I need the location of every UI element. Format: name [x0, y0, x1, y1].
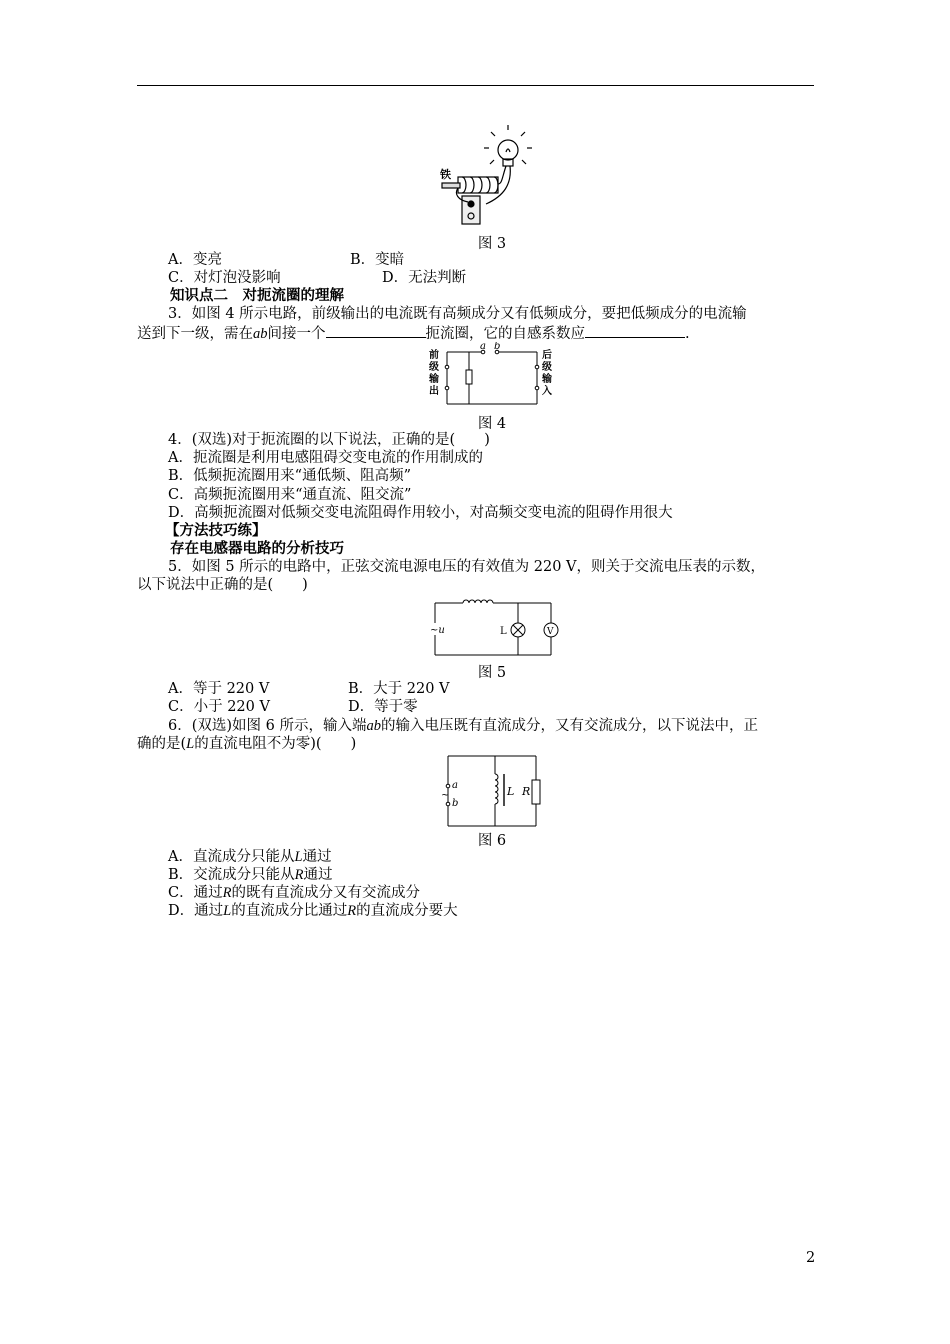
q2-option-a: A．变亮: [168, 252, 222, 268]
q3-blank-2[interactable]: [585, 323, 685, 338]
q6-option-c: C．通过R的既有直流成分又有交流成分: [168, 885, 420, 901]
q5-line-1: 5．如图 5 所示的电路中，正弦交流电源电压的有效值为 220 V，则关于交流电压表的示数，: [168, 559, 766, 575]
q6-option-d: D．通过L的直流成分比通过R的直流成分要大: [168, 903, 458, 919]
q5-line-2: 以下说法中正确的是( ): [137, 577, 308, 593]
figure-3-caption: 图 3: [477, 236, 507, 252]
fig4-right-label: 后: [542, 350, 552, 361]
fig4-label-b: b: [494, 342, 501, 352]
q5-option-a: A．等于 220 V: [168, 681, 270, 697]
q4-option-c: C．高频扼流圈用来“通直流、阻交流”: [168, 487, 412, 503]
fig5-meter-label: V: [547, 627, 554, 637]
figure-4-circuit: [425, 342, 560, 412]
fig6-label-b: b: [452, 798, 459, 809]
svg-text:级: 级: [429, 362, 439, 373]
figure-4-caption: 图 4: [477, 416, 507, 432]
q6-option-a: A．直流成分只能从L通过: [168, 849, 332, 865]
section-title-2: 知识点二 对扼流圈的理解: [170, 287, 344, 304]
q6-option-b: B．交流成分只能从R通过: [168, 867, 333, 883]
q3-line-1: 3．如图 4 所示电路，前级输出的电流既有高频成分又有低频成分，要把低频成分的电流输: [168, 306, 747, 322]
q3-line-2: 送到下一级，需在ab间接一个 扼流圈，它的自感系数应 .: [137, 323, 690, 343]
fig4-label-a: a: [480, 342, 486, 352]
q4-option-d: D．高频扼流圈对低频交变电流阻碍作用较小，对高频交变电流的阻碍作用很大: [168, 505, 673, 521]
q6-line-1: 6．(双选)如图 6 所示，输入端ab的输入电压既有直流成分，又有交流成分，以下说法中，正: [168, 718, 758, 734]
q6-line-2: 确的是(L的直流电阻不为零)( ): [137, 736, 357, 752]
q2-option-c: C．对灯泡没影响: [168, 270, 281, 286]
method-title: 【方法技巧练】: [165, 522, 267, 539]
bulb-icon: [498, 140, 518, 160]
svg-text:输: 输: [542, 374, 552, 385]
header-rule: [137, 85, 814, 86]
q3-blank-1[interactable]: [326, 323, 426, 338]
q4-option-b: B．低频扼流圈用来“通低频、阻高频”: [168, 468, 411, 484]
q5-option-c: C．小于 220 V: [168, 699, 270, 715]
fig4-left-label: 前: [429, 350, 439, 361]
q5-option-d: D．等于零: [348, 699, 418, 715]
q4-stem: 4．(双选)对于扼流圈的以下说法，正确的是( ): [168, 432, 490, 448]
figure-3-bulb-circuit: [440, 122, 540, 227]
fig6-label-a: a: [452, 780, 458, 791]
fig6-label-L: L: [507, 785, 515, 798]
svg-text:级: 级: [542, 362, 552, 373]
figure-6-circuit: [440, 752, 542, 830]
q2-option-b: B．变暗: [350, 252, 405, 268]
fig5-source-label: ~u: [430, 625, 445, 636]
svg-text:输: 输: [429, 374, 439, 385]
fig6-label-R: R: [522, 785, 531, 798]
fig6-tilde: ~: [441, 790, 450, 801]
svg-text:入: 入: [542, 386, 552, 397]
page-number: 2: [806, 1250, 816, 1266]
q4-option-a: A．扼流圈是利用电感阻碍交变电流的作用制成的: [168, 450, 483, 466]
method-subtitle: 存在电感器电路的分析技巧: [170, 540, 344, 557]
q2-option-d: D．无法判断: [382, 270, 467, 286]
iron-label: 铁: [440, 168, 451, 181]
figure-5-caption: 图 5: [477, 665, 507, 681]
q5-option-b: B．大于 220 V: [348, 681, 450, 697]
figure-5-circuit: [425, 595, 560, 661]
fig5-lamp-label: L: [500, 626, 507, 637]
figure-6-caption: 图 6: [477, 833, 507, 849]
svg-text:出: 出: [429, 386, 439, 397]
